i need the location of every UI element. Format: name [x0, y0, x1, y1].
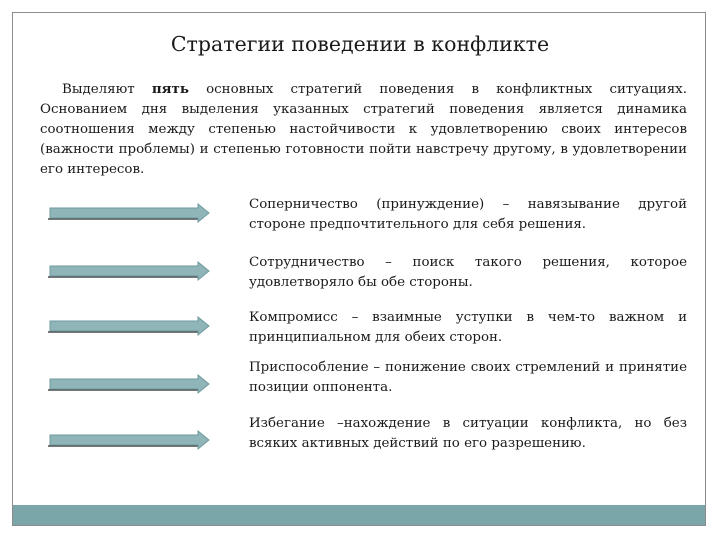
arrow-icon — [48, 430, 212, 452]
strategy-item-collaboration: Сотрудничество – поиск такого решения, которое удовлетворяло бы обе стороны. — [249, 255, 687, 290]
strategy-item-compromise: Компромисс – взаимные уступки в чем-то важном и принципиальном для обеих сторон. — [249, 310, 687, 345]
arrow-icon — [48, 316, 212, 338]
arrow-icon — [48, 374, 212, 396]
intro-text-start: Выделяют — [62, 82, 152, 97]
arrow-icon — [48, 203, 212, 225]
strategy-item-competition: Соперничество (принуждение) – навязывание другой стороне предпочтительного для себя решения. — [249, 197, 687, 232]
intro-text-rest: основных стратегий поведения в конфликтных ситуациях. Основанием дня выделения указанных стратегий поведения является динамика соотношения между степенью настойчивости к удовлетворению своих интересов (важности проблемы) и степенью готовности пойти навстречу другому, в удовлетворении его интересов. — [40, 82, 687, 177]
arrow-icon — [48, 261, 212, 283]
slide-title: Стратегии поведении в конфликте — [170, 32, 550, 56]
intro-bold-word: пять — [151, 81, 189, 97]
strategy-item-accommodation: Приспособление – понижение своих стремлений и принятие позиции оппонента. — [249, 360, 687, 395]
bottom-accent-bar — [13, 505, 705, 525]
intro-paragraph — [40, 79, 687, 180]
strategy-item-avoidance: Избегание –нахождение в ситуации конфликта, но без всяких активных действий по его разрешению. — [249, 416, 687, 451]
